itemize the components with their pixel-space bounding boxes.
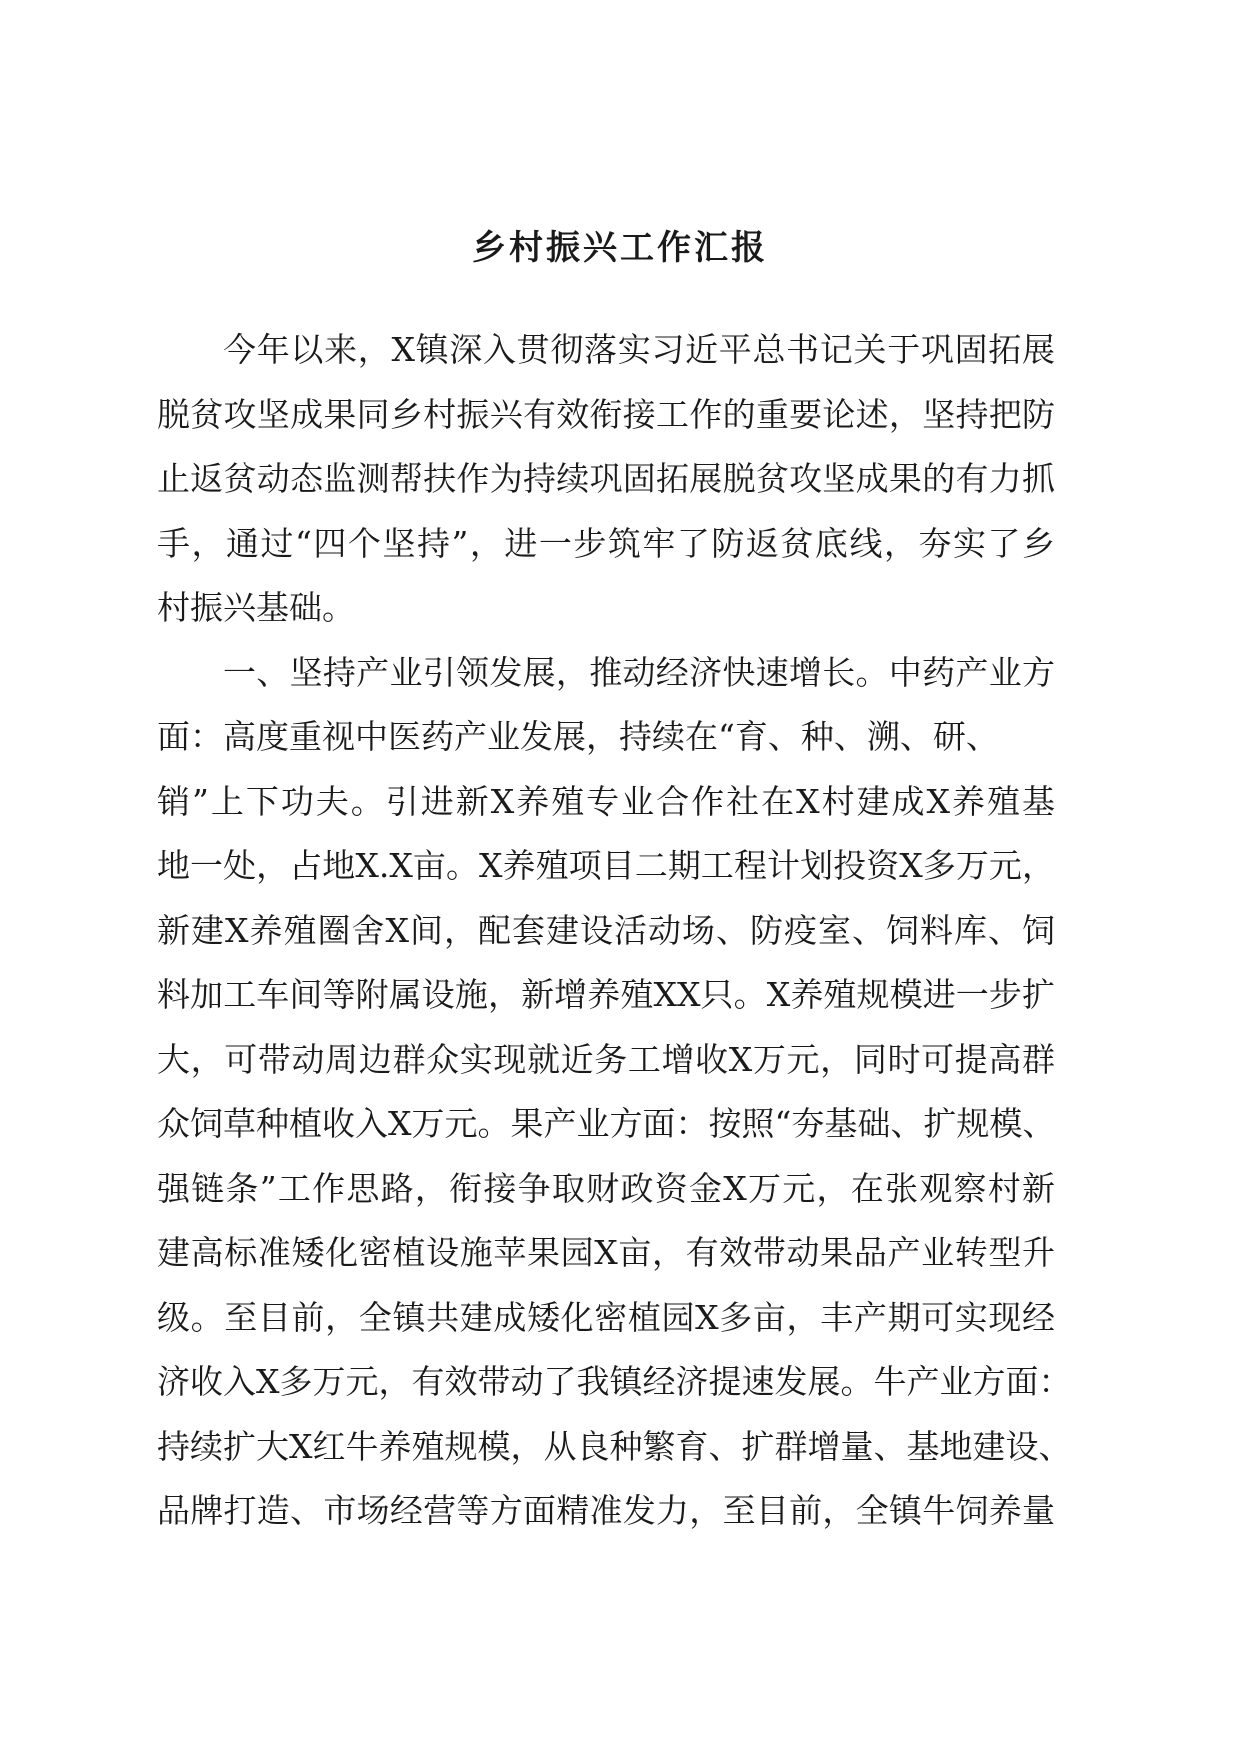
text-line: 持续扩大X红牛养殖规模，从良种繁育、扩群增量、基地建设、 [157,1426,1072,1466]
text-line: 销”上下功夫。引进新X养殖专业合作社在X村建成X养殖基 [157,781,1055,821]
text-line: 止返贫动态监测帮扶作为持续巩固拓展脱贫攻坚成果的有力抓 [157,459,1055,498]
text-line: 今年以来，X镇深入贯彻落实习近平总书记关于巩固拓展 [223,330,1055,369]
text-line: 新建X养殖圈舍X间，配套建设活动场、防疫室、饲料库、饲 [157,910,1055,950]
document-title: 乡村振兴工作汇报 [472,228,768,268]
text-line: 村振兴基础。 [157,588,355,627]
text-line: 众饲草种植收入X万元。果产业方面：按照“夯基础、扩规模、 [157,1104,1056,1143]
text-line: 手，通过“四个坚持”，进一步筑牢了防返贫底线，夯实了乡 [157,523,1055,563]
text-line: 建高标准矮化密植设施苹果园X亩，有效带动果品产业转型升 [157,1233,1055,1272]
text-line: 品牌打造、市场经营等方面精准发力，至目前，全镇牛饲养量 [157,1491,1055,1530]
text-line: 脱贫攻坚成果同乡村振兴有效衔接工作的重要论述，坚持把防 [157,394,1055,434]
text-line: 大，可带动周边群众实现就近务工增收X万元，同时可提高群 [157,1039,1055,1079]
text-line: 面：高度重视中医药产业发展，持续在“育、种、溯、研、 [157,717,999,756]
text-line: 料加工车间等附属设施，新增养殖XX只。X养殖规模进一步扩 [157,975,1055,1014]
text-line: 级。至目前，全镇共建成矮化密植园X多亩，丰产期可实现经 [157,1297,1055,1337]
text-line: 济收入X多万元，有效带动了我镇经济提速发展。牛产业方面： [157,1362,1072,1401]
document-body [157,318,1072,1544]
text-line: 一、坚持产业引领发展，推动经济快速增长。中药产业方 [223,652,1055,692]
text-line: 强链条”工作思路，衔接争取财政资金X万元，在张观察村新 [157,1168,1055,1208]
text-line: 地一处，占地X.X亩。X养殖项目二期工程计划投资X多万元， [157,846,1055,885]
